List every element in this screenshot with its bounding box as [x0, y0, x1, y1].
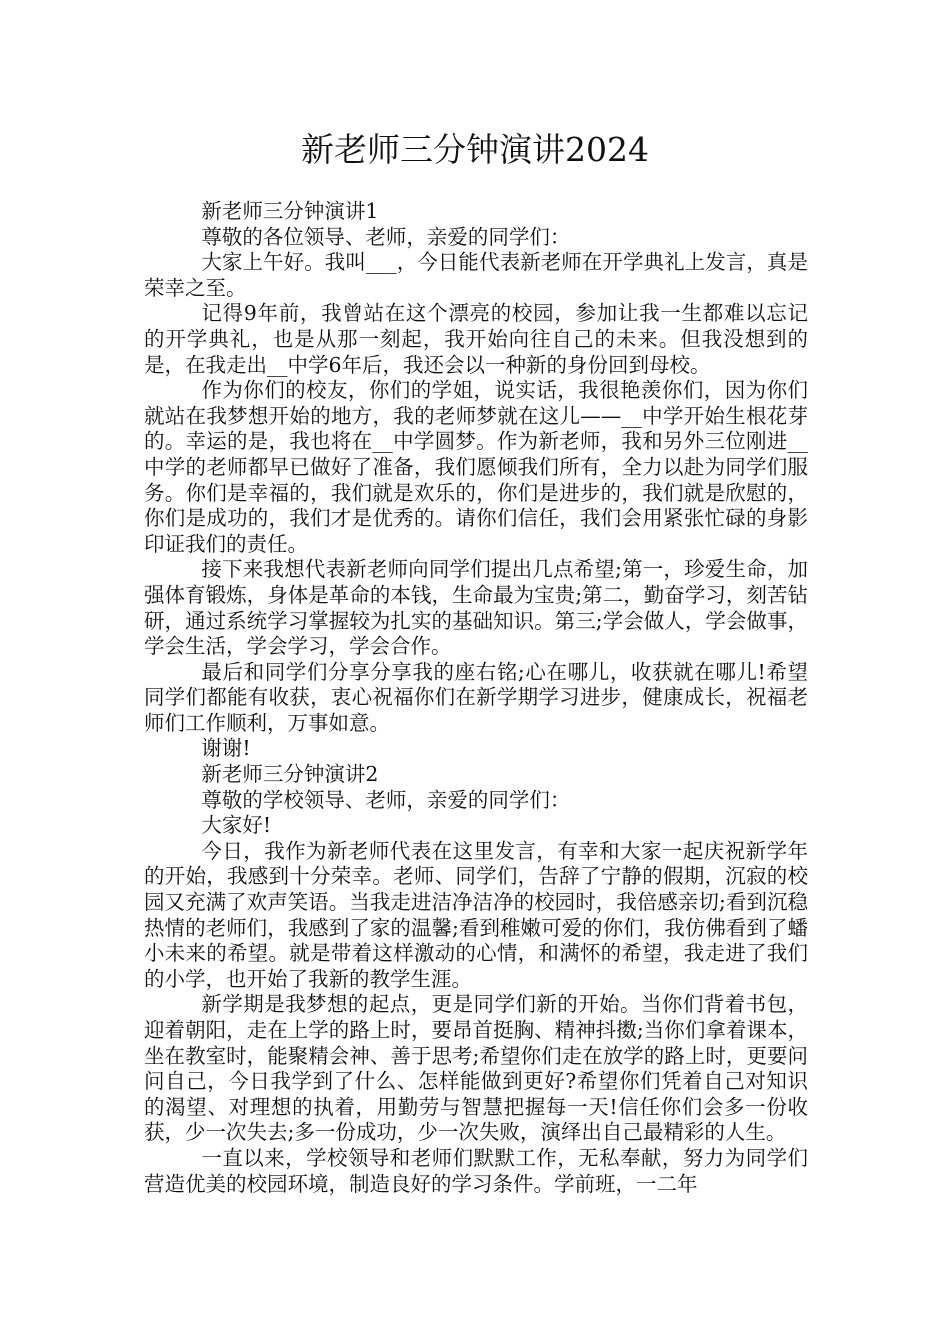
paragraph: 记得9年前，我曾站在这个漂亮的校园，参加让我一生都难以忘记的开学典礼，也是从那一刻起，我开始向往自己的未来。但我没想到的是，在我走出__中学6年后，我还会以一种新的身份回到母校。 — [144, 301, 808, 377]
paragraph: 最后和同学们分享分享我的座右铭;心在哪儿，收获就在哪儿!希望同学们都能有收获，衷心祝福你们在新学期学习进步，健康成长，祝福老师们工作顺利，万事如意。 — [144, 659, 808, 735]
paragraph: 作为你们的校友，你们的学姐，说实话，我很艳羡你们，因为你们就站在我梦想开始的地方，我的老师梦就在这儿——__中学开始生根花芽的。幸运的是，我也将在__中学圆梦。作为新老师，我和另外三位刚进__中学的老师都早已做好了准备，我们愿倾我们所有，全力以赴为同学们服务。你们是幸福的，我们就是欢乐的，你们是进步的，我们就是欣慰的，你们是成功的，我们才是优秀的。请你们信任，我们会用紧张忙碌的身影印证我们的责任。 — [144, 378, 808, 556]
paragraph: 今日，我作为新老师代表在这里发言，有幸和大家一起庆祝新学年的开始，我感到十分荣幸。老师、同学们，告辞了宁静的假期，沉寂的校园又充满了欢声笑语。当我走进洁净洁净的校园时，我倍感亲切;看到沉稳热情的老师们，我感到了家的温馨;看到稚嫩可爱的你们，我仿佛看到了蟠小未来的希望。就是带着这样激动的心情，和满怀的希望，我走进了我们的小学，也开始了我新的教学生涯。 — [144, 838, 808, 991]
document-title: 新老师三分钟演讲2024 — [301, 130, 649, 169]
paragraph: 大家好! — [201, 813, 272, 838]
paragraph: 新老师三分钟演讲2 — [201, 762, 379, 787]
document-body — [144, 199, 808, 1197]
paragraph: 新学期是我梦想的起点，更是同学们新的开始。当你们背着书包，迎着朝阳，走在上学的路上时，要昂首挺胸、精神抖擞;当你们拿着课本，坐在教室时，能聚精会神、善于思考;希望你们走在放学的路上时，更要问问自己，今日我学到了什么、怎样能做到更好?希望你们凭着自己对知识的渴望、对理想的执着，用勤劳与智慧把握每一天!信任你们会多一份收获，少一次失去;多一份成功，少一次失败，演绎出自己最精彩的人生。 — [144, 992, 808, 1145]
paragraph: 接下来我想代表新老师向同学们提出几点希望;第一，珍爱生命，加强体育锻炼，身体是革命的本钱，生命最为宝贵;第二，勤奋学习，刻苦钻研，通过系统学习掌握较为扎实的基础知识。第三;学会做人，学会做事，学会生活，学会学习，学会合作。 — [144, 557, 808, 659]
paragraph: 谢谢! — [201, 736, 251, 761]
paragraph: 尊敬的各位领导、老师，亲爱的同学们： — [201, 224, 571, 249]
paragraph: 大家上午好。我叫___，今日能代表新老师在开学典礼上发言，真是荣幸之至。 — [144, 250, 808, 300]
paragraph: 一直以来，学校领导和老师们默默工作，无私奉献，努力为同学们营造优美的校园环境，制造良好的学习条件。学前班，一二年 — [144, 1145, 808, 1196]
paragraph: 尊敬的学校领导、老师，亲爱的同学们： — [201, 787, 571, 812]
paragraph: 新老师三分钟演讲1 — [201, 199, 379, 223]
